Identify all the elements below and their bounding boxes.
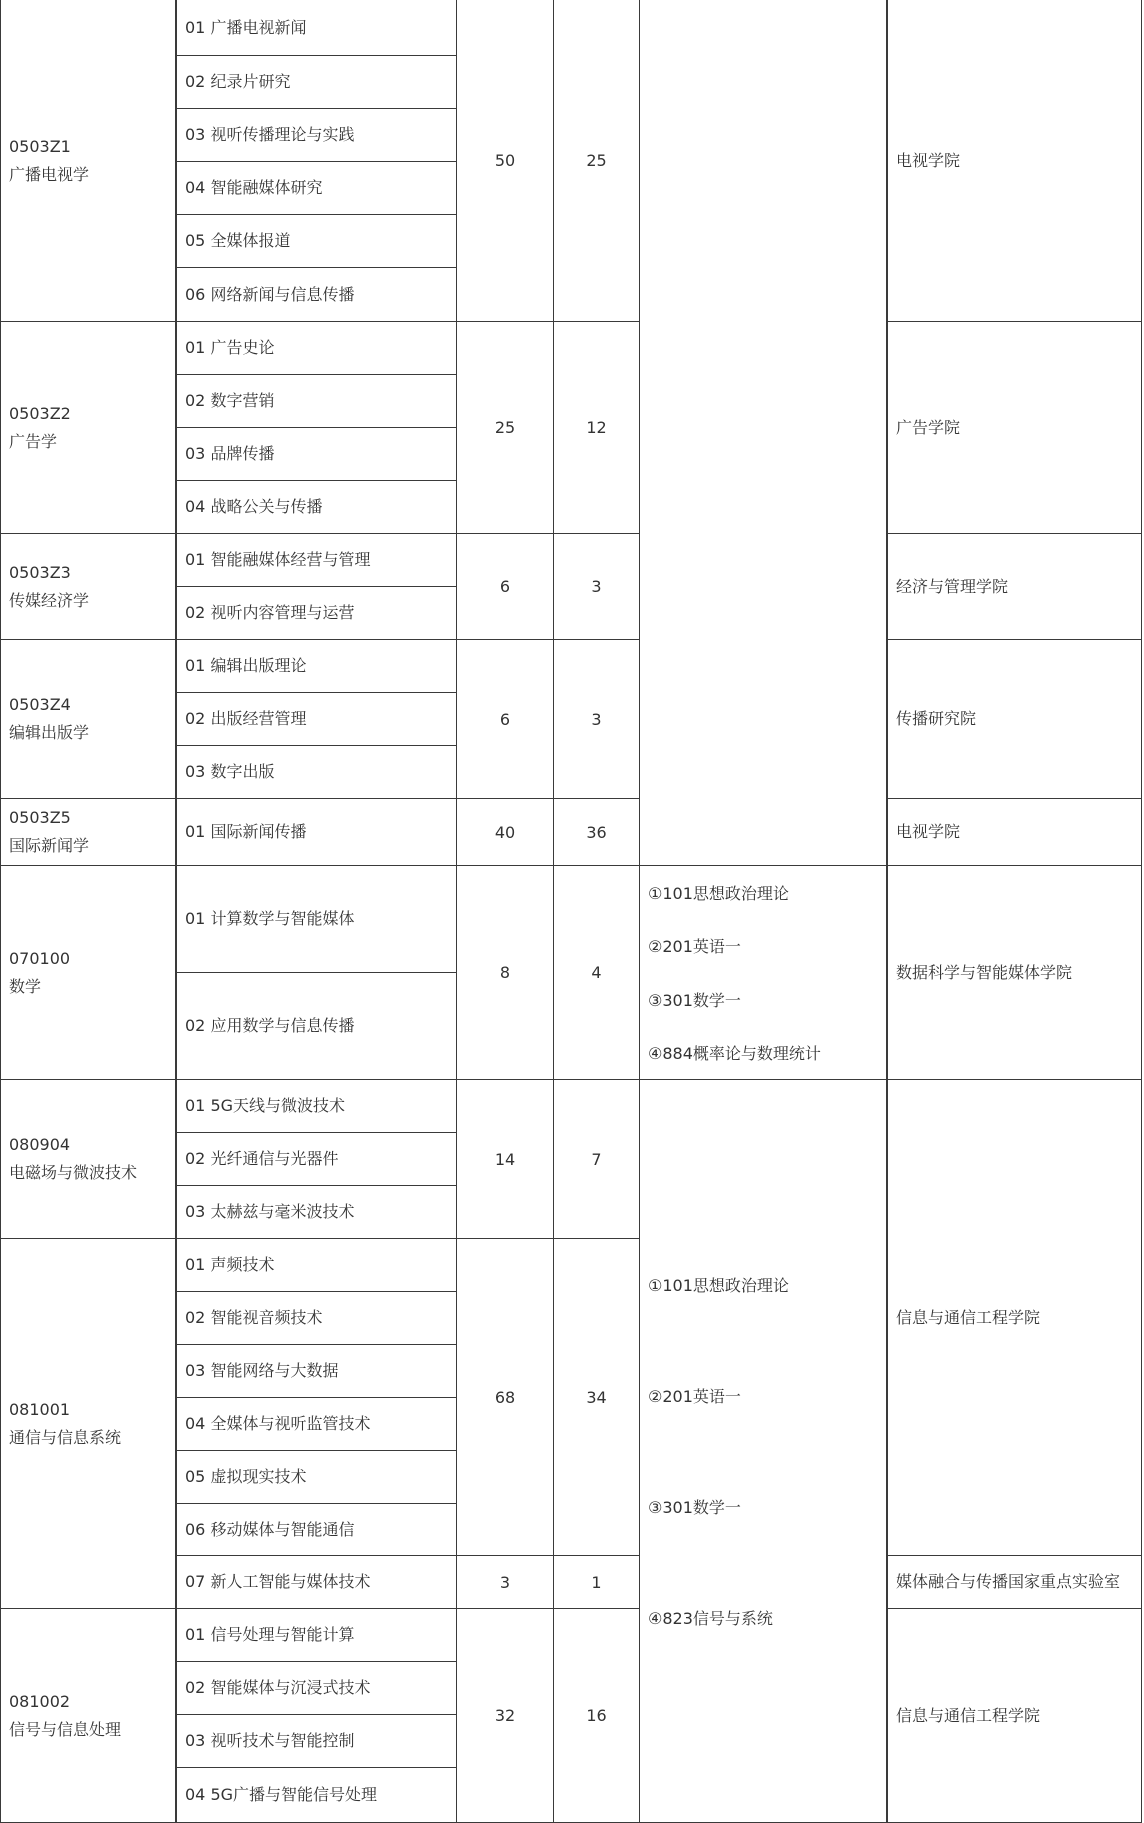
exempt-count: 3 [554,640,640,799]
major-cell [0,1080,176,1239]
direction-cell: 04 全媒体与视听监管技术 [176,1398,457,1451]
major-code: 080904 [9,1135,71,1154]
direction-cell: 03 数字出版 [176,746,457,799]
plan-count: 6 [457,534,554,640]
college-cell: 广告学院 [887,322,1142,534]
major-code: 0503Z3 [9,562,71,582]
direction-cell: 03 智能网络与大数据 [176,1345,457,1398]
major-code: 0503Z1 [9,136,71,156]
direction-cell: 03 视听传播理论与实践 [176,109,457,162]
major-code: 0503Z2 [9,403,71,423]
direction-cell: 01 智能融媒体经营与管理 [176,534,457,587]
major-name: 数学 [9,976,42,996]
direction-cell: 01 计算数学与智能媒体 [176,866,457,973]
direction-cell: 04 智能融媒体研究 [176,162,457,215]
major-name: 广播电视学 [9,164,90,184]
direction-cell: 02 纪录片研究 [176,56,457,109]
college-cell: 信息与通信工程学院 [887,1080,1142,1556]
exam-subject: ④823信号与系统 [648,1609,773,1628]
direction-cell: 01 信号处理与智能计算 [176,1609,457,1662]
college-cell: 数据科学与智能媒体学院 [887,866,1142,1080]
major-code: 081002 [9,1691,71,1711]
exempt-count: 1 [554,1556,640,1609]
major-cell [0,322,176,534]
major-name: 通信与信息系统 [9,1427,122,1447]
direction-cell: 03 视听技术与智能控制 [176,1715,457,1768]
exempt-count: 4 [554,866,640,1080]
direction-cell: 07 新人工智能与媒体技术 [176,1556,457,1609]
exam-subject: ①101思想政治理论 [648,1276,789,1295]
major-cell [0,799,176,866]
exam-subject: ②201英语一 [648,1387,741,1406]
major-cell [0,866,176,1080]
major-cell [0,640,176,799]
direction-cell: 02 智能视音频技术 [176,1292,457,1345]
exempt-count: 34 [554,1239,640,1556]
exempt-count: 3 [554,534,640,640]
major-code: 0503Z4 [9,695,71,714]
major-name: 编辑出版学 [9,723,90,742]
direction-cell: 03 太赫兹与毫米波技术 [176,1186,457,1239]
major-code: 070100 [9,948,71,968]
direction-cell: 02 智能媒体与沉浸式技术 [176,1662,457,1715]
direction-cell: 02 视听内容管理与运营 [176,587,457,640]
exempt-count: 16 [554,1609,640,1823]
direction-cell: 01 国际新闻传播 [176,799,457,866]
direction-cell: 03 品牌传播 [176,428,457,481]
direction-cell: 04 5G广播与智能信号处理 [176,1768,457,1823]
exam-subject: ②201英语一 [648,937,741,957]
major-code: 081001 [9,1399,71,1419]
direction-cell: 01 广播电视新闻 [176,0,457,56]
plan-count: 68 [457,1239,554,1556]
plan-count: 6 [457,640,554,799]
exam-cell [640,1080,887,1823]
major-cell [0,534,176,640]
major-name: 信号与信息处理 [9,1719,122,1739]
college-cell: 经济与管理学院 [887,534,1142,640]
direction-cell: 01 编辑出版理论 [176,640,457,693]
college-cell: 信息与通信工程学院 [887,1609,1142,1823]
major-code: 0503Z5 [9,808,71,827]
plan-count: 50 [457,0,554,322]
plan-count: 25 [457,322,554,534]
exam-subject: ③301数学一 [648,990,741,1010]
direction-cell: 06 移动媒体与智能通信 [176,1504,457,1556]
direction-cell: 02 数字营销 [176,375,457,428]
exam-cell [640,0,887,866]
major-name: 传媒经济学 [9,590,90,610]
exempt-count: 7 [554,1080,640,1239]
plan-count: 14 [457,1080,554,1239]
exam-subject: ④884概率论与数理统计 [648,1043,821,1063]
major-name: 广告学 [9,431,58,451]
exempt-count: 25 [554,0,640,322]
direction-cell: 02 出版经营管理 [176,693,457,746]
plan-count: 32 [457,1609,554,1823]
direction-cell: 02 应用数学与信息传播 [176,973,457,1080]
exam-cell [640,866,887,1080]
major-name: 电磁场与微波技术 [9,1163,138,1182]
college-cell: 媒体融合与传播国家重点实验室 [887,1556,1142,1609]
major-name: 国际新闻学 [9,836,90,855]
college-cell: 传播研究院 [887,640,1142,799]
plan-count: 40 [457,799,554,866]
direction-cell: 01 5G天线与微波技术 [176,1080,457,1133]
direction-cell: 06 网络新闻与信息传播 [176,268,457,322]
direction-cell: 05 虚拟现实技术 [176,1451,457,1504]
direction-cell: 02 光纤通信与光器件 [176,1133,457,1186]
major-cell [0,0,176,322]
exempt-count: 36 [554,799,640,866]
direction-cell: 05 全媒体报道 [176,215,457,268]
plan-count: 8 [457,866,554,1080]
direction-cell: 01 声频技术 [176,1239,457,1292]
direction-cell: 04 战略公关与传播 [176,481,457,534]
college-cell: 电视学院 [887,0,1142,322]
major-cell [0,1609,176,1823]
plan-count: 3 [457,1556,554,1609]
exempt-count: 12 [554,322,640,534]
exam-subject: ③301数学一 [648,1498,741,1517]
exam-subject: ①101思想政治理论 [648,884,789,904]
direction-cell: 01 广告史论 [176,322,457,375]
college-cell: 电视学院 [887,799,1142,866]
major-cell [0,1239,176,1609]
